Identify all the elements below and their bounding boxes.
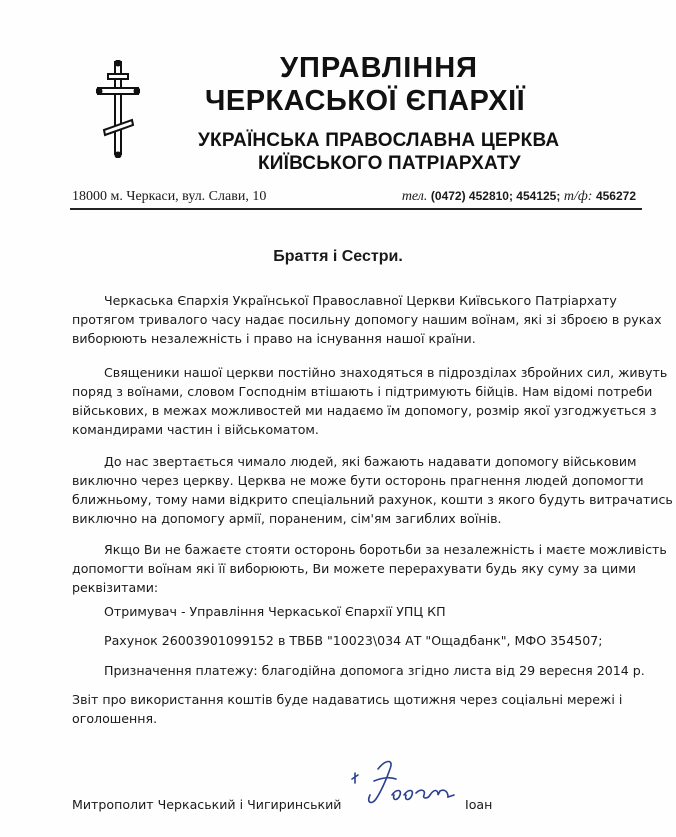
paragraph-5 xyxy=(72,690,632,728)
paragraph-line: До нас звертається чимало людей, які бажають надавати допомогу військовим xyxy=(104,454,637,469)
paragraph-line: Черкаська Єпархія Української Православної Церкви Київського Патріархату xyxy=(104,293,617,308)
phone-label: тел. xyxy=(401,189,428,204)
signatory-title: Митрополит Черкаський і Чигиринський xyxy=(72,797,342,812)
paragraph-1 xyxy=(72,291,662,348)
paragraph-line: командирами частин і військоматом. xyxy=(72,422,319,437)
paragraph-3 xyxy=(72,452,673,528)
fax-number: 456272 xyxy=(595,189,636,203)
paragraph-line: виборюють незалежність і право на існування нашої країни. xyxy=(72,331,476,346)
paragraph-4 xyxy=(72,540,667,597)
signatory-name: Іоан xyxy=(465,797,493,812)
paragraph-line: протягом тривалого часу надає посильну допомогу нашим воїнам, які зі зброєю в руках xyxy=(72,312,662,327)
phone-numbers: (0472) 452810; 454125; xyxy=(430,189,561,203)
letterhead-title-line2: ЧЕРКАСЬКОЇ ЄПАРХІЇ xyxy=(205,85,526,117)
paragraph-line: ближньому, тому нами відкрито спеціальний рахунок, кошти з якого будуть витрачатись xyxy=(72,492,673,507)
paragraph-line: Священики нашої церкви постійно знаходяться в підрозділах збройних сил, живуть xyxy=(104,365,668,380)
paragraph-line: виключно через церкву. Церква не може бути осторонь прагнення людей допомогти xyxy=(72,473,644,488)
paragraph-line: Якщо Ви не бажаєте стояти осторонь боротьби за незалежність і маєте можливість xyxy=(104,542,667,557)
paragraph-line: реквізитами: xyxy=(72,580,159,595)
payment-recipient: Отримувач - Управління Черкаської Єпархії УПЦ КП xyxy=(104,604,446,619)
letterhead-subtitle-line1: УКРАЇНСЬКА ПРАВОСЛАВНА ЦЕРКВА xyxy=(198,130,560,151)
paragraph-line: виключно на допомогу армії, пораненим, сім'ям загиблих воїнів. xyxy=(72,511,502,526)
paragraph-line: допомогти воїнам які її виборюють, Ви можете перерахувати будь яку суму за цими xyxy=(72,561,636,576)
letterhead-title-line1: УПРАВЛІННЯ xyxy=(280,52,478,84)
letterhead-contacts xyxy=(402,189,636,205)
letterhead-divider xyxy=(70,208,642,210)
handwritten-signature xyxy=(338,755,463,815)
paragraph-2 xyxy=(72,363,668,439)
payment-purpose: Призначення платежу: благодійна допомога згідно листа від 29 вересня 2014 р. xyxy=(104,663,645,678)
paragraph-line: оголошення. xyxy=(72,711,158,726)
paragraph-line: військових, в межах можливостей ми надаємо їм допомогу, розмір якої узгоджується з xyxy=(72,403,657,418)
fax-label: т/ф: xyxy=(563,189,593,204)
letterhead-address: 18000 м. Черкаси, вул. Слави, 10 xyxy=(72,189,267,204)
letter-greeting: Браття і Сестри. xyxy=(273,248,403,265)
orthodox-cross-icon xyxy=(96,60,140,158)
payment-account: Рахунок 26003901099152 в ТВБВ "10023\034 АТ "Ощадбанк", МФО 354507; xyxy=(104,633,603,648)
paragraph-line: поряд з воїнами, словом Господнім втішають і підтримують бійців. Нам відомі потреби xyxy=(72,384,653,399)
letterhead-subtitle-line2: КИЇВСЬКОГО ПАТРІАРХАТУ xyxy=(258,153,521,174)
paragraph-line: Звіт про використання коштів буде надаватись щотижня через соціальні мережі і xyxy=(72,692,623,707)
